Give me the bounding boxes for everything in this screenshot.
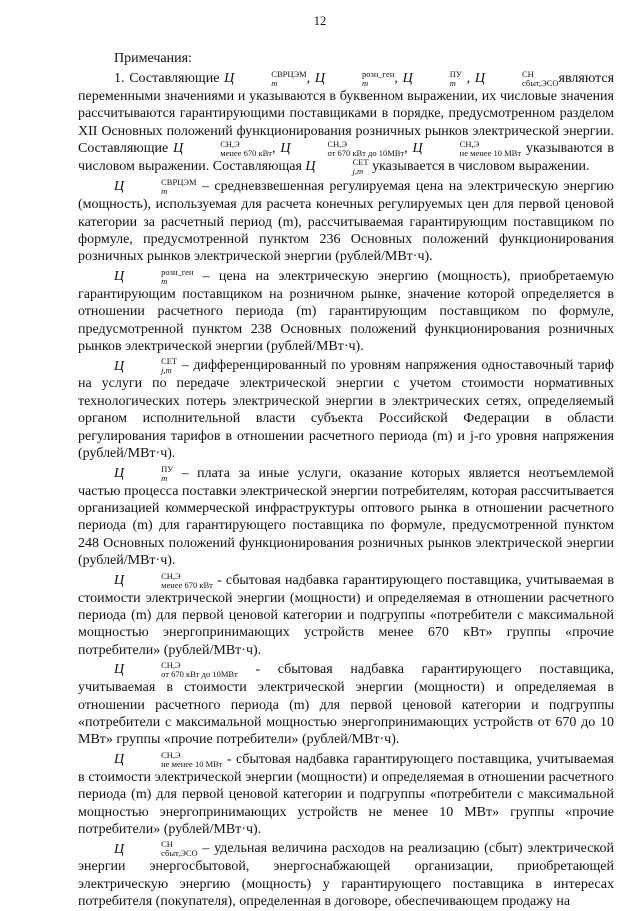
symbol-sne-ot670: Ц СН,Э от 670 кВт до 10МВт — [114, 660, 238, 680]
definition-rozn-gen: Ц розн_ген m – цена на электрическую энергию (мощность), приобретаемую гарантирующим поставщиком на розничном рынке, значение которой определяется в отношении расчетного периода (m) гарантирующим поставщиком по формуле, предусмотренной пунктом 238 Основных положений функционирования розничных рынков электрической энергии (рублей/МВт·ч). — [78, 266, 614, 355]
definition-sne-ot670: Ц СН,Э от 670 кВт до 10МВт - сбытовая надбавка гарантирующего поставщика, учитываемая в стоимости электрической энергии (мощности) и определяемая в отношении расчетного периода (m) для первой ценовой категории и подгруппы «потребители с максимальной мощностью энергопринимающих устройств от 670 до 10 МВт» группы «прочие потребители» (рублей/МВт·ч). — [78, 660, 614, 748]
symbol-pu: Ц ПУ m — [114, 463, 174, 483]
symbol-svrcem: Ц СВРЦЭМ m — [114, 177, 197, 197]
symbol-svrcem: Ц СВРЦЭМ m — [224, 69, 307, 88]
symbol-sn-sbyt-eso: Ц СН сбыт,ЭСО — [474, 69, 559, 88]
symbol-sne-menee670: Ц СН,Э менее 670 кВт — [114, 570, 213, 590]
notes-heading: Примечания: — [114, 51, 192, 66]
definition-svrcem: Ц СВРЦЭМ m – средневзвешенная регулируемая цена на электрическую энергию (мощность), используемая для расчета конечных регулируемых цен для первой ценовой категории за расчетный период (m), рассчитываемая гарантирующим поставщиком по формуле, предусмотренной пунктом 236 Основных положений функционирования розничных рынков электрической энергии (рублей/МВт·ч). — [78, 177, 614, 265]
symbol-sne-nemenee10: Ц СН,Э не менее 10 МВт — [412, 139, 522, 159]
symbol-sne-menee670: Ц СН,Э менее 670 кВт — [173, 139, 272, 159]
definition-sne-menee670: Ц СН,Э менее 670 кВт - сбытовая надбавка гарантирующего поставщика, учитываемая в стоимости электрической энергии (мощности) и определяемая в отношении расчетного периода (m) для первой ценовой категории и подгруппы «потребители с максимальной мощностью энергопринимающих устройств менее 670 кВт» группы «прочие потребители» (рублей/МВт·ч). — [78, 570, 614, 658]
definition-sn-sbyt-eso: Ц СН сбыт,ЭСО – удельная величина расходов на реализацию (сбыт) электрической энергии энергосбытовой, энергоснабжающей организации, приобретающей электрическую энергию (мощность) у гарантирующего поставщика в интересах потребителя (покупателя), определенная в договоре, обеспечивающем продажу на — [78, 839, 614, 910]
symbol-sne-nemenee10: Ц СН,Э не менее 10 МВт — [114, 749, 223, 769]
symbol-set: Ц СЕТ j,m — [114, 356, 178, 376]
symbol-rozn-gen: Ц розн_ген m — [114, 266, 194, 286]
symbol-sn-sbyt-eso: Ц СН сбыт,ЭСО — [114, 839, 198, 859]
symbol-rozn-gen: Ц розн_ген m — [314, 69, 395, 88]
definition-pu: Ц ПУ m – плата за иные услуги, оказание которых является неотъемлемой частью процесса поставки электрической энергии потребителям, которая рассчитывается организацией коммерческой инфраструктуры оптового рынка в отношении расчетного периода (m) для гарантирующего поставщика по формуле, предусмотренной пунктом 248 Основных положений функционирования розничных рынков электрической энергии (рублей/МВт·ч). — [78, 463, 614, 569]
definition-sne-nemenee10: Ц СН,Э не менее 10 МВт - сбытовая надбавка гарантирующего поставщика, учитываемая в стоимости электрической энергии (мощности) и определяемая в отношении расчетного периода (m) для первой ценовой категории и подгруппы «потребители с максимальной мощностью энергопринимающих устройств не менее 10 МВт» группы «прочие потребители» (рублей/МВт·ч). — [78, 749, 614, 837]
symbol-set: Ц СЕТ j,m — [305, 157, 369, 177]
note-paragraph-1: 1. Составляющие Ц СВРЦЭМ m , Ц розн_ген m , Ц ПУ m , Ц СН сбыт,ЭСО являются переменными значениями и указываются в буквенном выражении, их числовые значения рассчитываются гарантирующими поставщиками в порядке, предусмотренном разделом XII Основных положений функционирования розничных рынков электрической энергии. Составляющие Ц СН,Э менее 670 кВт , Ц СН,Э от 670 кВт до 10МВт , Ц СН,Э не менее 10 МВт указываются в числовом выражении. Составляющая Ц СЕТ j,m указывается в числовом выражении. — [78, 69, 615, 177]
symbol-pu: Ц ПУ m — [402, 69, 462, 88]
page-number: 12 — [313, 14, 327, 28]
symbol-sne-ot670: Ц СН,Э от 670 кВт до 10МВт — [280, 139, 405, 159]
definition-set: Ц СЕТ j,m – дифференцированный по уровням напряжения одноставочный тариф на услуги по передаче электрической энергии с учетом стоимости нормативных технологических потерь электрической энергии в электрических сетях, определяемый органом исполнительной власти субъекта Российской Федерации в области регулирования тарифов в отношении расчетного периода (m) и j-го уровня напряжения (рублей/МВт·ч). — [78, 356, 614, 462]
